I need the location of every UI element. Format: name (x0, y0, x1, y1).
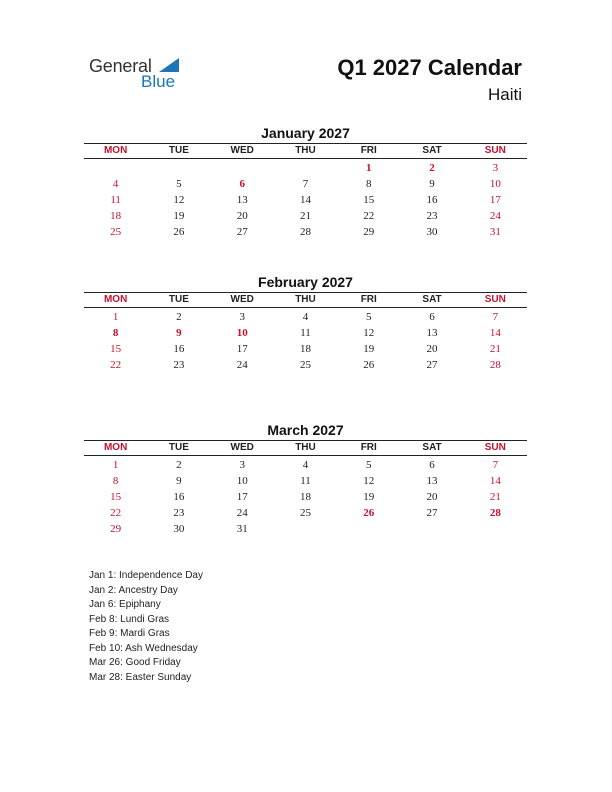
day-cell: 15 (110, 343, 122, 355)
month-title: January 2027 (261, 125, 350, 141)
weekday-label: TUE (168, 294, 189, 305)
day-cell: 24 (236, 507, 248, 519)
day-cell: 4 (302, 311, 309, 323)
day-cell: 11 (110, 194, 121, 206)
day-cell: 29 (363, 226, 375, 238)
week-row (84, 160, 527, 176)
weekday-label: FRI (360, 442, 377, 453)
weekday-label: WED (230, 145, 254, 156)
weekday-label: MON (103, 442, 128, 453)
day-cell: 20 (426, 343, 438, 355)
day-cell: 8 (366, 178, 372, 190)
day-cell: 16 (173, 343, 185, 355)
weekday-label: THU (295, 442, 316, 453)
day-cell: 19 (363, 343, 375, 355)
day-cell: 2 (176, 311, 182, 323)
day-cell: 8 (112, 475, 119, 487)
day-cell: 25 (299, 359, 311, 371)
day-cell: 6 (429, 459, 435, 471)
day-cell: 23 (173, 507, 185, 519)
week-row (84, 309, 527, 325)
day-cell: 19 (173, 210, 185, 222)
holiday-item: Jan 6: Epiphany (89, 599, 161, 610)
day-cell: 5 (366, 459, 372, 471)
empty-day-cell (274, 521, 337, 537)
holiday-item: Mar 28: Easter Sunday (89, 671, 192, 683)
day-cell: 1 (112, 311, 119, 323)
day-cell: 25 (110, 226, 122, 238)
day-cell: 22 (363, 210, 375, 222)
weekday-label: FRI (360, 294, 377, 305)
day-cell: 21 (299, 210, 311, 222)
month-title: February 2027 (258, 274, 353, 290)
weekday-label: MON (103, 145, 128, 156)
day-cell: 16 (173, 491, 185, 503)
logo-text-blue: Blue (141, 72, 176, 91)
day-cell: 1 (112, 459, 119, 471)
month-title: March 2027 (267, 422, 344, 438)
weekday-label: THU (295, 294, 316, 305)
day-cell: 19 (363, 491, 375, 503)
empty-day-cell (211, 160, 274, 176)
day-cell: 17 (236, 343, 248, 355)
empty-day-cell (84, 160, 147, 176)
day-cell: 3 (239, 311, 245, 323)
empty-day-cell (147, 160, 210, 176)
holiday-item: Jan 2: Ancestry Day (89, 584, 178, 596)
day-cell: 2 (429, 162, 435, 174)
day-cell: 28 (489, 507, 501, 519)
empty-day-cell (274, 160, 337, 176)
week-row (84, 473, 527, 489)
country-name: Haiti (487, 85, 522, 104)
day-cell: 24 (489, 210, 501, 222)
holiday-item: Mar 26: Good Friday (89, 657, 181, 668)
weekday-label: FRI (360, 145, 377, 156)
day-cell: 4 (302, 459, 309, 471)
day-cell: 3 (239, 459, 245, 471)
day-cell: 12 (173, 194, 185, 206)
weekday-header (84, 143, 527, 159)
weekday-label: TUE (168, 145, 189, 156)
month-block (84, 273, 527, 373)
page-title: Q1 2027 Calendar (337, 55, 522, 80)
day-cell: 21 (489, 491, 501, 503)
day-cell: 3 (492, 162, 499, 174)
month-block (84, 421, 527, 537)
day-cell: 9 (429, 178, 435, 190)
day-cell: 6 (429, 311, 435, 323)
day-cell: 28 (299, 226, 311, 238)
day-cell: 13 (426, 475, 438, 487)
week-row (84, 457, 527, 473)
empty-day-cell (337, 521, 400, 537)
day-cell: 22 (110, 507, 122, 519)
week-row (84, 357, 527, 373)
day-cell: 8 (112, 327, 119, 339)
week-row (84, 192, 527, 208)
day-cell: 7 (492, 459, 499, 471)
month-block (84, 124, 527, 240)
week-row (84, 208, 527, 224)
day-cell: 16 (426, 194, 438, 206)
day-cell: 7 (302, 178, 309, 190)
weekday-label: THU (295, 145, 316, 156)
day-cell: 27 (236, 226, 248, 238)
day-cell: 9 (176, 327, 182, 339)
weekday-label: WED (230, 294, 254, 305)
day-cell: 27 (426, 359, 438, 371)
week-row (84, 505, 527, 521)
day-cell: 10 (236, 327, 248, 339)
day-cell: 5 (366, 311, 372, 323)
day-cell: 23 (173, 359, 185, 371)
day-cell: 29 (110, 523, 122, 535)
day-cell: 20 (236, 210, 248, 222)
day-cell: 17 (489, 194, 501, 206)
day-cell: 15 (363, 194, 375, 206)
holiday-item: Feb 8: Lundi Gras (89, 613, 170, 625)
generalblue-logo (89, 56, 189, 96)
day-cell: 18 (299, 343, 311, 355)
weekday-label: SAT (422, 442, 442, 453)
day-cell: 10 (489, 178, 501, 190)
day-cell: 22 (110, 359, 122, 371)
day-cell: 14 (489, 327, 501, 339)
day-cell: 26 (363, 359, 375, 371)
day-cell: 1 (366, 162, 372, 174)
day-cell: 27 (426, 507, 438, 519)
day-cell: 24 (236, 359, 248, 371)
weekday-label: SUN (484, 145, 506, 156)
day-cell: 2 (176, 459, 182, 471)
day-cell: 30 (426, 226, 438, 238)
day-cell: 18 (299, 491, 311, 503)
day-cell: 15 (110, 491, 122, 503)
weekday-label: WED (230, 442, 254, 453)
day-cell: 21 (489, 343, 501, 355)
weekday-header (84, 292, 527, 308)
day-cell: 14 (299, 194, 311, 206)
day-cell: 10 (236, 475, 248, 487)
holiday-item: Feb 9: Mardi Gras (89, 628, 170, 639)
empty-day-cell (464, 521, 527, 537)
week-row (84, 176, 527, 192)
day-cell: 18 (110, 210, 122, 222)
day-cell: 26 (173, 226, 185, 238)
day-cell: 26 (363, 507, 375, 519)
day-cell: 14 (489, 475, 501, 487)
day-cell: 11 (300, 327, 311, 339)
weekday-label: SUN (484, 294, 506, 305)
day-cell: 25 (299, 507, 311, 519)
logo-text-general: General (89, 56, 152, 76)
holiday-list (89, 569, 203, 685)
day-cell: 4 (112, 178, 119, 190)
holiday-item: Jan 1: Independence Day (89, 570, 203, 581)
day-cell: 9 (176, 475, 182, 487)
weekday-label: SAT (422, 294, 442, 305)
day-cell: 5 (176, 178, 182, 190)
week-row (84, 341, 527, 357)
day-cell: 30 (173, 523, 185, 535)
week-row (84, 521, 527, 537)
day-cell: 11 (300, 475, 311, 487)
day-cell: 6 (239, 178, 245, 190)
day-cell: 12 (363, 475, 375, 487)
day-cell: 31 (236, 523, 248, 535)
day-cell: 23 (426, 210, 438, 222)
weekday-label: SUN (484, 442, 506, 453)
week-row (84, 489, 527, 505)
weekday-header (84, 440, 527, 456)
day-cell: 13 (426, 327, 438, 339)
weekday-label: SAT (422, 145, 442, 156)
empty-day-cell (400, 521, 463, 537)
weekday-label: MON (103, 294, 128, 305)
day-cell: 28 (489, 359, 501, 371)
day-cell: 31 (489, 226, 501, 238)
day-cell: 7 (492, 311, 499, 323)
day-cell: 13 (236, 194, 248, 206)
day-cell: 17 (236, 491, 248, 503)
week-row (84, 224, 527, 240)
day-cell: 12 (363, 327, 375, 339)
holiday-item: Feb 10: Ash Wednesday (89, 642, 198, 654)
weekday-label: TUE (168, 442, 189, 453)
day-cell: 20 (426, 491, 438, 503)
week-row (84, 325, 527, 341)
logo-flag-icon (159, 58, 179, 72)
